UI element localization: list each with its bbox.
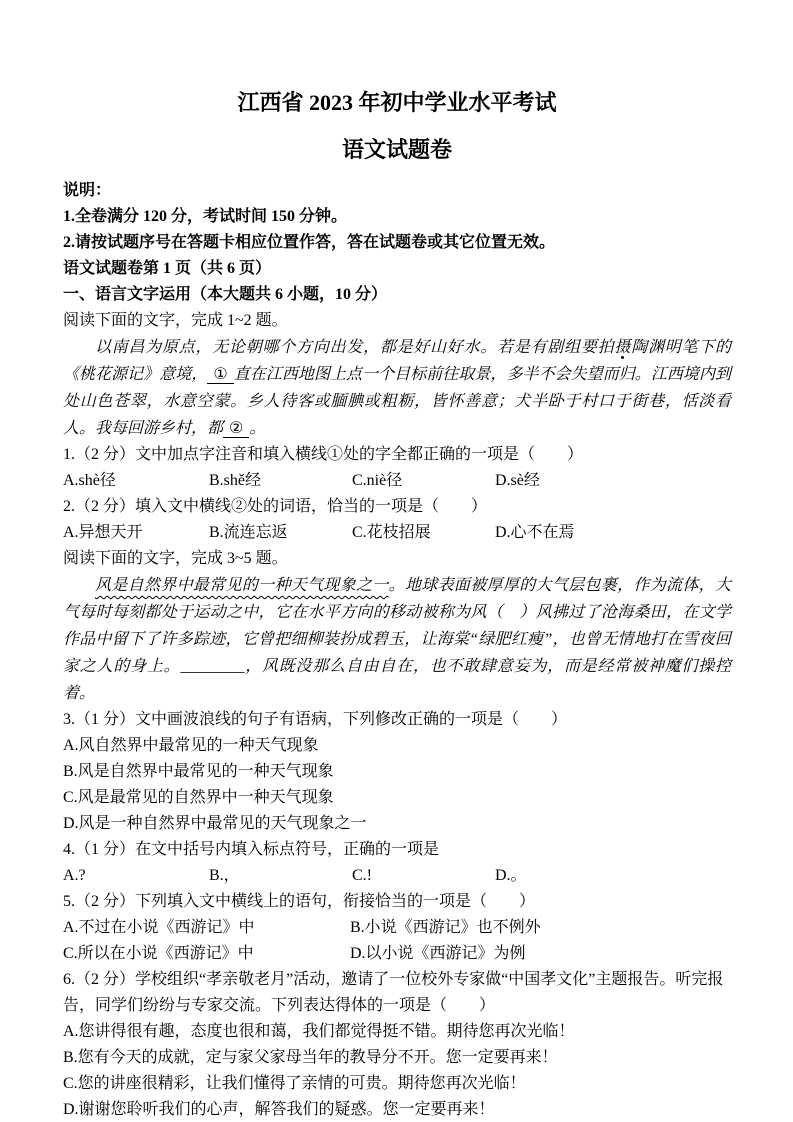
reading1-segment-2: 陶渊明笔下的《桃花源记》意境， — [63, 339, 731, 383]
question-1-option-a: A.shè径 — [63, 472, 116, 489]
question-2-option-c: C.花枝招展 — [352, 524, 431, 541]
question-6-option-d: D.谢谢您聆听我们的心声，解答我们的疑惑。您一定要再来！ — [63, 1101, 495, 1118]
question-1-option-d: D.sè经 — [495, 472, 540, 489]
question-4-option-b: B.， — [209, 867, 240, 884]
question-5 — [63, 889, 731, 967]
reading1-segment-4: 。 — [249, 420, 266, 437]
exam-title: 江西省 2023 年初中学业水平考试 — [237, 90, 557, 115]
question-2-option-b: B.流连忘返 — [209, 524, 288, 541]
wavy-underlined-sentence: 风是自然界中最常见的一种天气现象之一 — [95, 577, 389, 594]
question-6 — [63, 967, 731, 1122]
page-indicator: 语文试题卷第 1 页（共 6 页） — [63, 260, 272, 277]
question-3-option-c: C.风是最常见的自然界中一种天气现象 — [63, 789, 334, 806]
instruction-item-2: 2.请按试题序号在答题卡相应位置作答，答在试题卷或其它位置无效。 — [63, 234, 556, 251]
question-1 — [63, 442, 731, 494]
question-1-option-c: C.niè径 — [352, 472, 403, 489]
reading2-passage — [63, 572, 731, 707]
reading1-passage — [63, 334, 731, 442]
blank-2-circled: ② — [223, 420, 249, 438]
reading1-prompt: 阅读下面的文字，完成 1~2 题。 — [63, 312, 288, 329]
question-2-text: 2.（2 分）填入文中横线②处的词语，恰当的一项是（ ） — [63, 498, 488, 515]
question-1-text: 1.（2 分）文中加点字注音和填入横线①处的字全都正确的一项是（ ） — [63, 446, 584, 463]
question-3-text: 3.（1 分）文中画波浪线的句子有语病，下列修改正确的一项是（ ） — [63, 711, 568, 728]
question-4-option-a: A.? — [63, 867, 86, 884]
question-5-option-c: C.所以在小说《西游记》中 — [63, 945, 254, 962]
question-4-option-d: D.。 — [495, 867, 527, 884]
question-5-options — [63, 915, 731, 967]
emphasis-dot-char: 摄 — [614, 339, 632, 356]
question-4 — [63, 837, 731, 889]
question-6-option-c: C.您的讲座很精彩，让我们懂得了亲情的可贵。期待您再次光临！ — [63, 1075, 526, 1092]
question-2-option-d: D.心不在焉 — [495, 524, 575, 541]
question-1-options — [63, 468, 731, 494]
question-5-option-b: B.小说《西游记》也不例外 — [350, 919, 541, 936]
question-4-options — [63, 863, 731, 889]
question-2 — [63, 494, 731, 546]
instructions-label: 说明： — [63, 182, 112, 199]
reading1-segment-1: 以南昌为原点，无论朝哪个方向出发，都是好山好水。若是有剧组要拍 — [95, 339, 615, 356]
blank-line-underscores: ________ — [180, 658, 245, 675]
question-3-option-b: B.风是自然界中最常见的一种天气现象 — [63, 763, 334, 780]
question-6-option-a: A.您讲得很有趣，态度也很和蔼，我们都觉得挺不错。期待您再次光临！ — [63, 1023, 575, 1040]
question-1-option-b: B.shě经 — [209, 472, 262, 489]
question-3 — [63, 707, 731, 837]
question-6-options — [63, 1019, 731, 1122]
reading2-prompt: 阅读下面的文字，完成 3~5 题。 — [63, 550, 288, 567]
blank-1-circled: ① — [207, 366, 233, 384]
reading2-segment-2: 。地球表面被厚厚的大气层包裹，作为流体，大气每时每刻都处于运动之中，它在水平方向的移动被称为风（ ）风拂过了沧海桑田，在文学作品中留下了许多踪迹，它曾把细柳装扮成碧玉，让海棠“绿肥红瘦”，也曾无情地打在雪夜回家之人的身上。 — [63, 577, 731, 675]
instruction-item-1: 1.全卷满分 120 分，考试时间 150 分钟。 — [63, 208, 348, 225]
reading1-segment-3: 直在江西地图上点一个目标前往取景，多半不会失望而归。江西境内到处山色苍翠，水意空蒙。乡人待客或腼腆或粗粝，皆怀善意；犬半卧于村口于街巷，恬淡看人。我每回游乡村，都 — [63, 366, 731, 437]
question-3-option-d: D.风是一种自然界中最常见的天气现象之一 — [63, 815, 367, 832]
reading2-segment-3: ，风既没那么自由自在，也不敢肆意妄为，而是经常被神魔们操控着。 — [63, 658, 731, 702]
section-one-heading: 一、语言文字运用（本大题共 6 小题，10 分） — [63, 286, 388, 303]
question-2-options — [63, 520, 731, 546]
question-4-option-c: C.! — [352, 867, 372, 884]
question-6-text: 6.（2 分）学校组织“孝亲敬老月”活动，邀请了一位校外专家做“中国孝文化”主题报告。听完报告，同学们纷纷与专家交流。下列表达得体的一项是（ ） — [63, 971, 724, 1014]
question-4-text: 4.（1 分）在文中括号内填入标点符号，正确的一项是 — [63, 841, 440, 858]
question-6-option-b: B.您有今天的成就，定与家父家母当年的教导分不开。您一定要再来！ — [63, 1049, 558, 1066]
question-5-option-a: A.不过在小说《西游记》中 — [63, 919, 255, 936]
exam-subtitle: 语文试题卷 — [341, 137, 452, 162]
question-5-text: 5.（2 分）下列填入文中横线上的语句，衔接恰当的一项是（ ） — [63, 893, 536, 910]
question-5-option-d: D.以小说《西游记》为例 — [350, 945, 526, 962]
question-3-options — [63, 733, 731, 837]
question-2-option-a: A.异想天开 — [63, 524, 143, 541]
question-3-option-a: A.风自然界中最常见的一种天气现象 — [63, 737, 319, 754]
